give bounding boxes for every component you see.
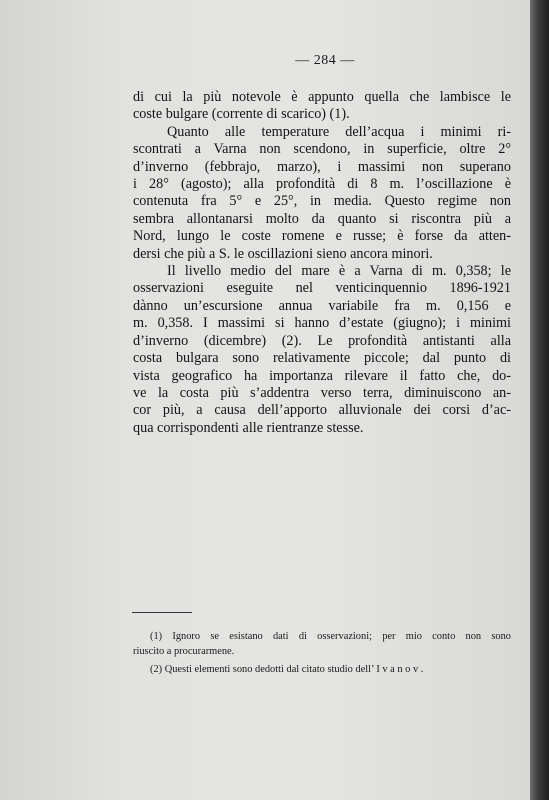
text-line: qua corrispondenti alle rientranze stesse. [133,419,364,436]
paragraph-3 [133,263,511,437]
page-number: — 284 — [295,53,355,68]
text-line: Il livello medio del mare è a Varna di m. 0,358; le [167,263,511,280]
text-line: vista geografico ha importanza rilevare il fatto che, do- [133,367,511,384]
text-line: dànno un’escursione annua variabile fra m. 0,156 e [133,297,511,314]
body-text [133,89,511,437]
text-line: ve la costa più s’addentra verso terra, diminuiscono an- [133,384,511,401]
text-line: cor più, a causa dell’apporto alluvionale dei corsi d’ac- [133,402,511,419]
text-line: osservazioni eseguite nel venticinquennio 1896-1921 [133,280,511,297]
footnote-line: (2) Questi elementi sono dedotti dal citato studio dell’ I v a n o v . [150,664,424,675]
text-line: m. 0,358. I massimi si hanno d’estate (giugno); i minimi [133,315,511,332]
paragraph-1 [133,89,511,124]
text-line: di cui la più notevole è appunto quella che lambisce le [133,89,511,105]
text-line: d’inverno (febbrajo, marzo), i massimi non superano [133,158,511,175]
footnotes [133,630,511,678]
footnote-line: (1) Ignoro se esistano dati di osservazioni; per mio conto non sono [150,631,511,642]
text-line: costa bulgara sono relativamente piccole; dal punto di [133,350,511,367]
text-line: sembra allontanarsi molto da quanto si riscontra più a [133,210,511,227]
text-line: i 28° (agosto); alla profondità di 8 m. l’oscillazione è [133,176,511,193]
text-line: scontrati a Varna non scendono, in superficie, oltre 2° [133,141,511,158]
text-line: d’inverno (dicembre) (2). Le profondità antistanti alla [133,332,511,349]
text-line: dersi che più a S. le oscillazioni sieno ancora minori. [133,245,433,262]
footnote-divider [132,612,192,613]
footnote-line: riuscito a procurarmene. [133,645,235,657]
text-line: coste bulgare (corrente di scarico) (1). [133,106,350,123]
page-edge-shadow [530,0,549,800]
text-line: Quanto alle temperature dell’acqua i minimi ri- [167,123,511,140]
footnote-2 [133,663,511,678]
footnote-1 [133,630,511,659]
paragraph-2 [133,124,511,263]
text-line: contenuta fra 5° e 25°, in media. Questo regime non [133,193,511,210]
text-line: Nord, lungo le coste romene e russe; è forse da atten- [133,228,511,245]
